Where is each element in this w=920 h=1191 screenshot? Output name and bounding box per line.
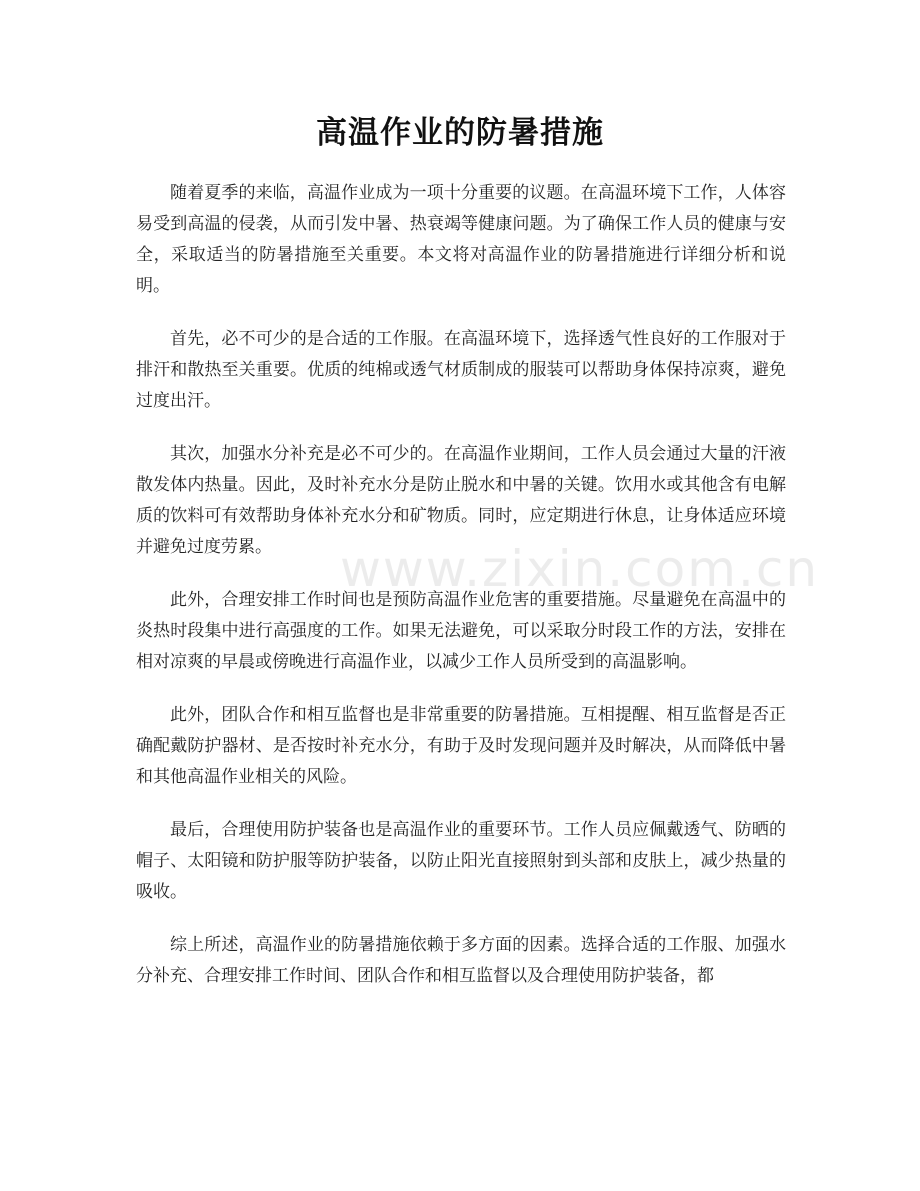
paragraph-work-clothes: 首先，必不可少的是合适的工作服。在高温环境下，选择透气性良好的工作服对于排汗和散热至关重要。优质的纯棉或透气材质制成的服装可以帮助身体保持凉爽，避免过度出汗。 [136, 329, 786, 411]
paragraph-teamwork: 此外，团队合作和相互监督也是非常重要的防暑措施。互相提醒、相互监督是否正确配戴防护器材、是否按时补充水分，有助于及时发现问题并及时解决，从而降低中暑和其他高温作业相关的风险。 [136, 705, 786, 787]
paragraph-intro: 随着夏季的来临，高温作业成为一项十分重要的议题。在高温环境下工作，人体容易受到高温的侵袭，从而引发中暑、热衰竭等健康问题。为了确保工作人员的健康与安全，采取适当的防暑措施至关重要。本文将对高温作业的防暑措施进行详细分析和说明。 [136, 183, 786, 296]
paragraph-protective-gear: 最后，合理使用防护装备也是高温作业的重要环节。工作人员应佩戴透气、防晒的帽子、太阳镜和防护服等防护装备，以防止阳光直接照射到头部和皮肤上，减少热量的吸收。 [136, 820, 786, 902]
paragraph-summary: 综上所述，高温作业的防暑措施依赖于多方面的因素。选择合适的工作服、加强水分补充、合理安排工作时间、团队合作和相互监督以及合理使用防护装备，都 [136, 935, 786, 986]
paragraph-work-schedule: 此外，合理安排工作时间也是预防高温作业危害的重要措施。尽量避免在高温中的炎热时段集中进行高强度的工作。如果无法避免，可以采取分时段工作的方法，安排在相对凉爽的早晨或傍晚进行高温作业，以减少工作人员所受到的高温影响。 [136, 590, 786, 672]
document-title: 高温作业的防暑措施 [316, 115, 604, 151]
document-body [136, 178, 786, 1014]
watermark: www.zixin.com.cn [340, 540, 820, 598]
paragraph-hydration: 其次，加强水分补充是必不可少的。在高温作业期间，工作人员会通过大量的汗液散发体内热量。因此，及时补充水分是防止脱水和中暑的关键。饮用水或其他含有电解质的饮料可有效帮助身体补充水分和矿物质。同时，应定期进行休息，让身体适应环境并避免过度劳累。 [136, 444, 786, 557]
